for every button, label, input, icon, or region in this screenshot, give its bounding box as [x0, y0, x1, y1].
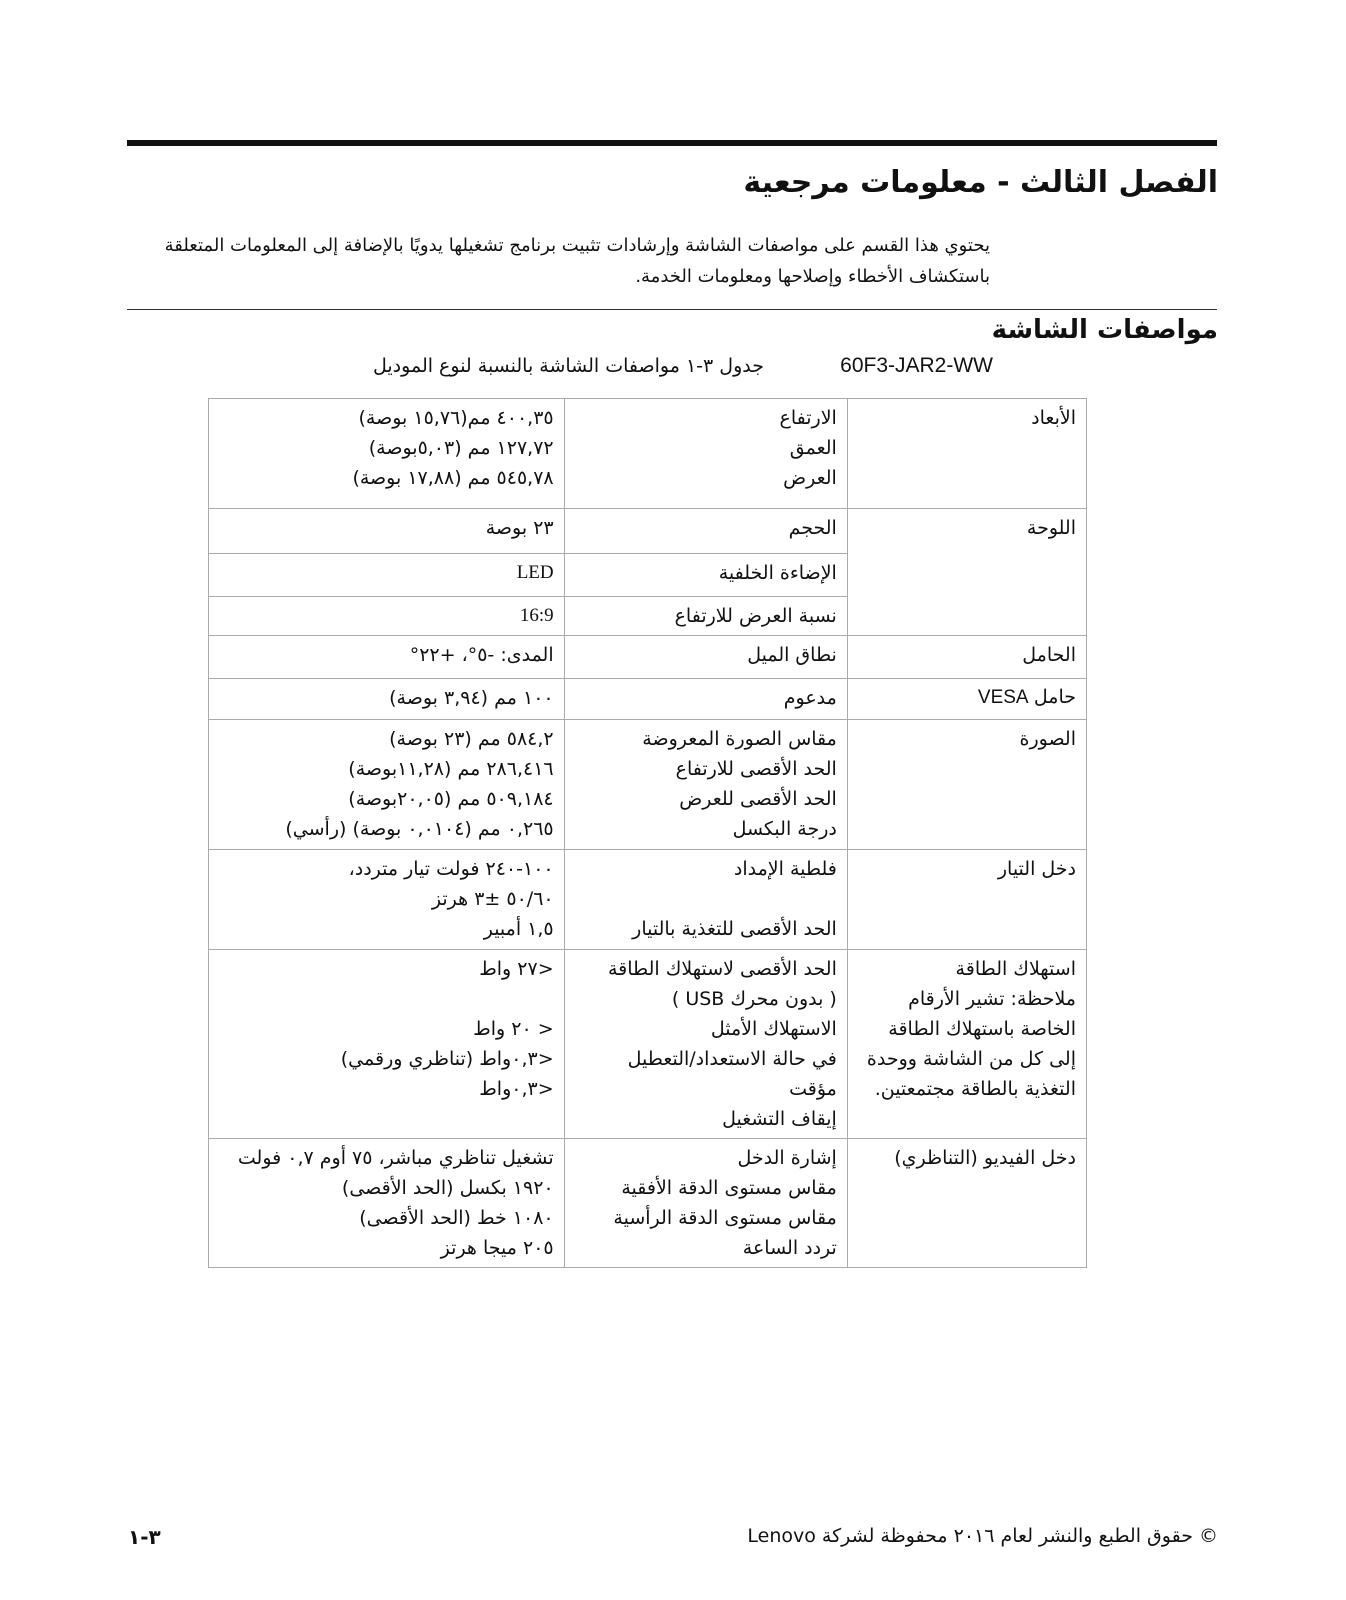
spec-items	[564, 399, 847, 509]
table-row	[209, 636, 1087, 679]
spec-item: مدعوم	[564, 679, 847, 720]
spec-item: مقاس مستوى الدقة الأفقية	[621, 1177, 837, 1199]
spec-category: اللوحة	[847, 509, 1086, 636]
spec-item: الاستهلاك الأمثل	[710, 1018, 837, 1040]
top-rule	[127, 140, 1217, 146]
spec-value: 16:9	[209, 597, 565, 636]
spec-value: <٠,٣واط (تناظري ورقمي)	[340, 1048, 554, 1070]
spec-value: <٠,٣واط	[479, 1078, 554, 1100]
spec-category: الصورة	[847, 720, 1086, 850]
spec-value: ١٠٠ مم (٣,٩٤ بوصة)	[209, 679, 565, 720]
spec-items	[564, 720, 847, 850]
spec-note: التغذية بالطاقة مجتمعتين.	[874, 1078, 1076, 1100]
spec-value: تشغيل تناظري مباشر، ٧٥ أوم ٠,٧ فولت	[237, 1147, 554, 1169]
spec-category: حامل VESA	[847, 679, 1086, 720]
table-row	[209, 509, 1087, 554]
spec-item: نسبة العرض للارتفاع	[564, 597, 847, 636]
spec-item: الحد الأقصى للتغذية بالتيار	[632, 918, 837, 940]
spec-value: ١,٥ أمبير	[483, 918, 554, 940]
table-row	[209, 850, 1087, 950]
table-caption	[373, 351, 993, 381]
spec-items	[564, 850, 847, 950]
spec-category: الحامل	[847, 636, 1086, 679]
spec-value: ٥٨٤,٢ مم (٢٣ بوصة)	[389, 728, 554, 750]
spec-value: LED	[209, 554, 565, 597]
spec-items	[564, 950, 847, 1139]
spec-item: الحد الأقصى للارتفاع	[675, 758, 837, 780]
spec-value: ٢٠٥ ميجا هرتز	[440, 1237, 554, 1259]
spec-value: ٥٤٥,٧٨ مم (١٧,٨٨ بوصة)	[352, 467, 554, 489]
spec-item: الحد الأقصى لاستهلاك الطاقة	[607, 958, 837, 980]
spec-values	[209, 720, 565, 850]
spec-item: في حالة الاستعداد/التعطيل مؤقت	[627, 1048, 837, 1100]
spacer	[219, 984, 554, 1014]
intro-paragraph: يحتوي هذا القسم على مواصفات الشاشة وإرشادات تثبيت برنامج تشغيلها يدويًا بالإضافة إلى المعلومات المتعلقة باستكشاف الأخطاء وإصلاحها ومعلومات الخدمة.	[164, 235, 990, 287]
spec-value: ١٠٨٠ خط (الحد الأقصى)	[359, 1207, 554, 1229]
spec-value: ١٠٠-٢٤٠ فولت تيار متردد،	[348, 858, 554, 880]
spec-category: دخل الفيديو (التناظري)	[847, 1139, 1086, 1268]
spec-items	[564, 1139, 847, 1268]
copyright-notice: © حقوق الطبع والنشر لعام ٢٠١٦ محفوظة لشركة Lenovo	[747, 1525, 1218, 1547]
spec-note: إلى كل من الشاشة ووحدة	[866, 1048, 1076, 1070]
section-divider	[127, 309, 1217, 310]
section-title: مواصفات الشاشة	[991, 315, 1218, 345]
spec-values	[209, 1139, 565, 1268]
spec-item: تردد الساعة	[742, 1237, 837, 1259]
spec-value: المدى: -٥°، +٢٢°	[209, 636, 565, 679]
spec-item: الإضاءة الخلفية	[564, 554, 847, 597]
spec-value: < ٢٠ واط	[473, 1018, 554, 1040]
table-row	[209, 679, 1087, 720]
model-number: 60F3-JAR2-WW	[840, 354, 993, 377]
spec-item: الحجم	[564, 509, 847, 554]
page-number: ٣-١	[128, 1525, 161, 1549]
spec-value: ٠,٢٦٥ مم (٠,٠١٠٤ بوصة) (رأسي)	[285, 818, 554, 840]
spec-item: ( بدون محرك USB )	[671, 988, 837, 1010]
spec-value: <٢٧ واط	[479, 958, 554, 980]
spec-value: ٥٠٩,١٨٤ مم (٢٠,٠٥بوصة)	[348, 788, 554, 810]
table-row	[209, 950, 1087, 1139]
table-caption-text: جدول ٣-١ مواصفات الشاشة بالنسبة لنوع الموديل	[373, 355, 764, 377]
spec-value: ٢٣ بوصة	[209, 509, 565, 554]
spec-item: درجة البكسل	[732, 818, 837, 840]
specs-table	[208, 398, 1087, 1268]
spec-note: الخاصة باستهلاك الطاقة	[888, 1018, 1076, 1040]
spec-value: ٥٠/٦٠ ±٣ هرتز	[431, 888, 554, 910]
spec-category: دخل التيار	[847, 850, 1086, 950]
spec-item: فلطية الإمداد	[733, 858, 837, 880]
spec-value: ٤٠٠,٣٥ مم(١٥,٧٦ بوصة)	[358, 407, 554, 429]
spec-item: الحد الأقصى للعرض	[679, 788, 837, 810]
spec-item: العمق	[789, 437, 837, 459]
spec-value: ٢٨٦,٤١٦ مم (١١,٢٨بوصة)	[348, 758, 554, 780]
spec-value: ١٢٧,٧٢ مم (٥,٠٣بوصة)	[368, 437, 554, 459]
spec-category	[847, 950, 1086, 1139]
spec-item: العرض	[783, 467, 837, 489]
spec-item: الارتفاع	[779, 407, 837, 429]
spec-values	[209, 399, 565, 509]
spec-item: نطاق الميل	[564, 636, 847, 679]
chapter-title: الفصل الثالث - معلومات مرجعية	[743, 165, 1218, 200]
spec-note: ملاحظة: تشير الأرقام	[908, 988, 1076, 1010]
table-row	[209, 399, 1087, 509]
spec-value: ١٩٢٠ بكسل (الحد الأقصى)	[341, 1177, 554, 1199]
spec-item: إيقاف التشغيل	[722, 1108, 837, 1130]
spec-category: الأبعاد	[847, 399, 1086, 509]
spec-item: مقاس مستوى الدقة الرأسية	[613, 1207, 837, 1229]
spacer	[575, 884, 837, 914]
spec-values	[209, 850, 565, 950]
spec-category-label: استهلاك الطاقة	[955, 958, 1076, 980]
spec-values	[209, 950, 565, 1139]
spec-item: إشارة الدخل	[737, 1147, 837, 1169]
spec-item: مقاس الصورة المعروضة	[642, 728, 837, 750]
table-row	[209, 720, 1087, 850]
table-row	[209, 1139, 1087, 1268]
